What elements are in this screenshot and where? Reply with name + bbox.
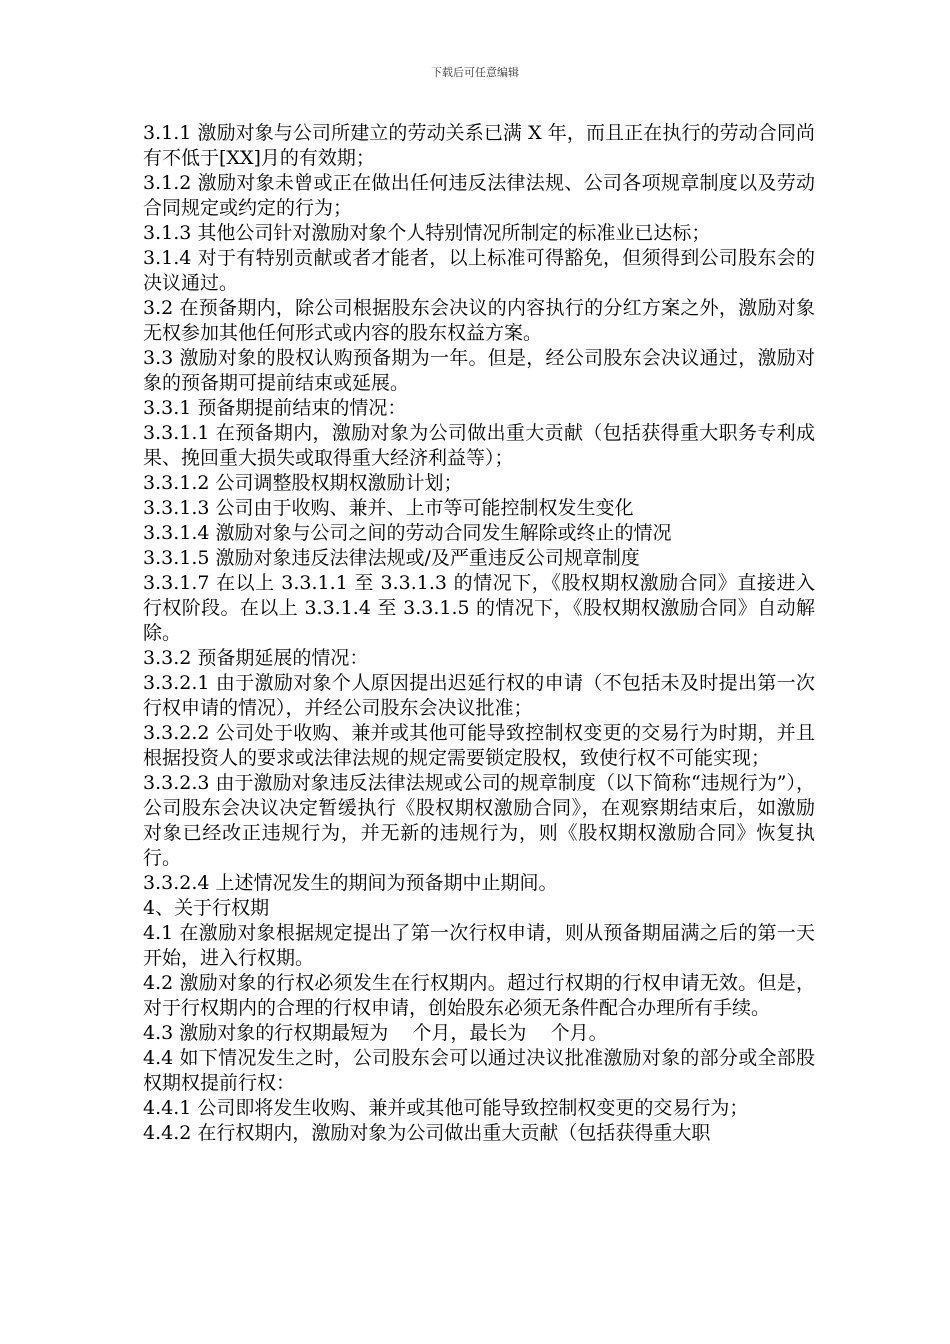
clause-3-3-2: 3.3.2 预备期延展的情况：	[143, 647, 369, 669]
clause-4-3: 4.3 激励对象的行权期最短为 个月，最长为 个月。	[143, 1022, 608, 1044]
clause-3-1-1: 3.1.1 激励对象与公司所建立的劳动关系已满 X 年，而且正在执行的劳动合同尚有不低于[XX]月的有效期；	[143, 122, 815, 169]
clause-3-3-2-2: 3.3.2.2 公司处于收购、兼并或其他可能导致控制权变更的交易行为时期，并且根据投资人的要求或法律法规的规定需要锁定股权，致使行权不可能实现；	[143, 722, 815, 769]
clause-3-3-1-7: 3.3.1.7 在以上 3.3.1.1 至 3.3.1.3 的情况下，《股权期权激励合同》直接进入行权阶段。在以上 3.3.1.4 至 3.3.1.5 的情况下，《股权期权激励合同》自动解除。	[143, 572, 815, 644]
clause-4-4: 4.4 如下情况发生之时，公司股东会可以通过决议批准激励对象的部分或全部股权期权提前行权：	[143, 1047, 815, 1094]
section-4-heading: 4、关于行权期	[143, 897, 270, 919]
clause-4-4-1: 4.4.1 公司即将发生收购、兼并或其他可能导致控制权变更的交易行为；	[143, 1097, 749, 1119]
clause-3-1-3: 3.1.3 其他公司针对激励对象个人特别情况所制定的标准业已达标；	[143, 222, 711, 244]
clause-3-3-1-5: 3.3.1.5 激励对象违反法律法规或/及严重违反公司规章制度	[143, 547, 640, 569]
clause-4-1: 4.1 在激励对象根据规定提出了第一次行权申请，则从预备期届满之后的第一天开始，进入行权期。	[143, 922, 815, 969]
clause-3-3-1-1: 3.3.1.1 在预备期内，激励对象为公司做出重大贡献（包括获得重大职务专利成果、挽回重大损失或取得重大经济利益等）；	[143, 422, 815, 469]
clause-3-2: 3.2 在预备期内，除公司根据股东会决议的内容执行的分红方案之外，激励对象无权参加其他任何形式或内容的股东权益方案。	[143, 297, 815, 344]
clause-3-3-1-3: 3.3.1.3 公司由于收购、兼并、上市等可能控制权发生变化	[143, 497, 634, 519]
clause-3-3-2-4: 3.3.2.4 上述情况发生的期间为预备期中止期间。	[143, 872, 558, 894]
clause-3-3-1: 3.3.1 预备期提前结束的情况：	[143, 397, 407, 419]
clause-3-1-4: 3.1.4 对于有特别贡献或者才能者，以上标准可得豁免，但须得到公司股东会的决议通过。	[143, 247, 815, 294]
document-body	[143, 121, 815, 1146]
clause-3-1-2: 3.1.2 激励对象未曾或正在做出任何违反法律法规、公司各项规章制度以及劳动合同规定或约定的行为；	[143, 172, 815, 219]
clause-3-3-2-3: 3.3.2.3 由于激励对象违反法律法规或公司的规章制度（以下简称“违规行为”），公司股东会决议决定暂缓执行《股权期权激励合同》，在观察期结束后，如激励对象已经改正违规行为，并无新的违规行为，则《股权期权激励合同》恢复执行。	[143, 772, 815, 869]
clause-3-3-1-4: 3.3.1.4 激励对象与公司之间的劳动合同发生解除或终止的情况	[143, 522, 672, 544]
clause-4-4-2: 4.4.2 在行权期内，激励对象为公司做出重大贡献（包括获得重大职	[143, 1122, 711, 1144]
clause-3-3-2-1: 3.3.2.1 由于激励对象个人原因提出迟延行权的申请（不包括未及时提出第一次行权申请的情况），并经公司股东会决议批准；	[143, 672, 815, 719]
clause-4-2: 4.2 激励对象的行权必须发生在行权期内。超过行权期的行权申请无效。但是，对于行权期内的合理的行权申请，创始股东必须无条件配合办理所有手续。	[143, 972, 815, 1019]
clause-3-3-1-2: 3.3.1.2 公司调整股权期权激励计划；	[143, 472, 463, 494]
page-header: 下载后可任意编辑	[431, 66, 519, 79]
clause-3-3: 3.3 激励对象的股权认购预备期为一年。但是，经公司股东会决议通过，激励对象的预备期可提前结束或延展。	[143, 347, 815, 394]
